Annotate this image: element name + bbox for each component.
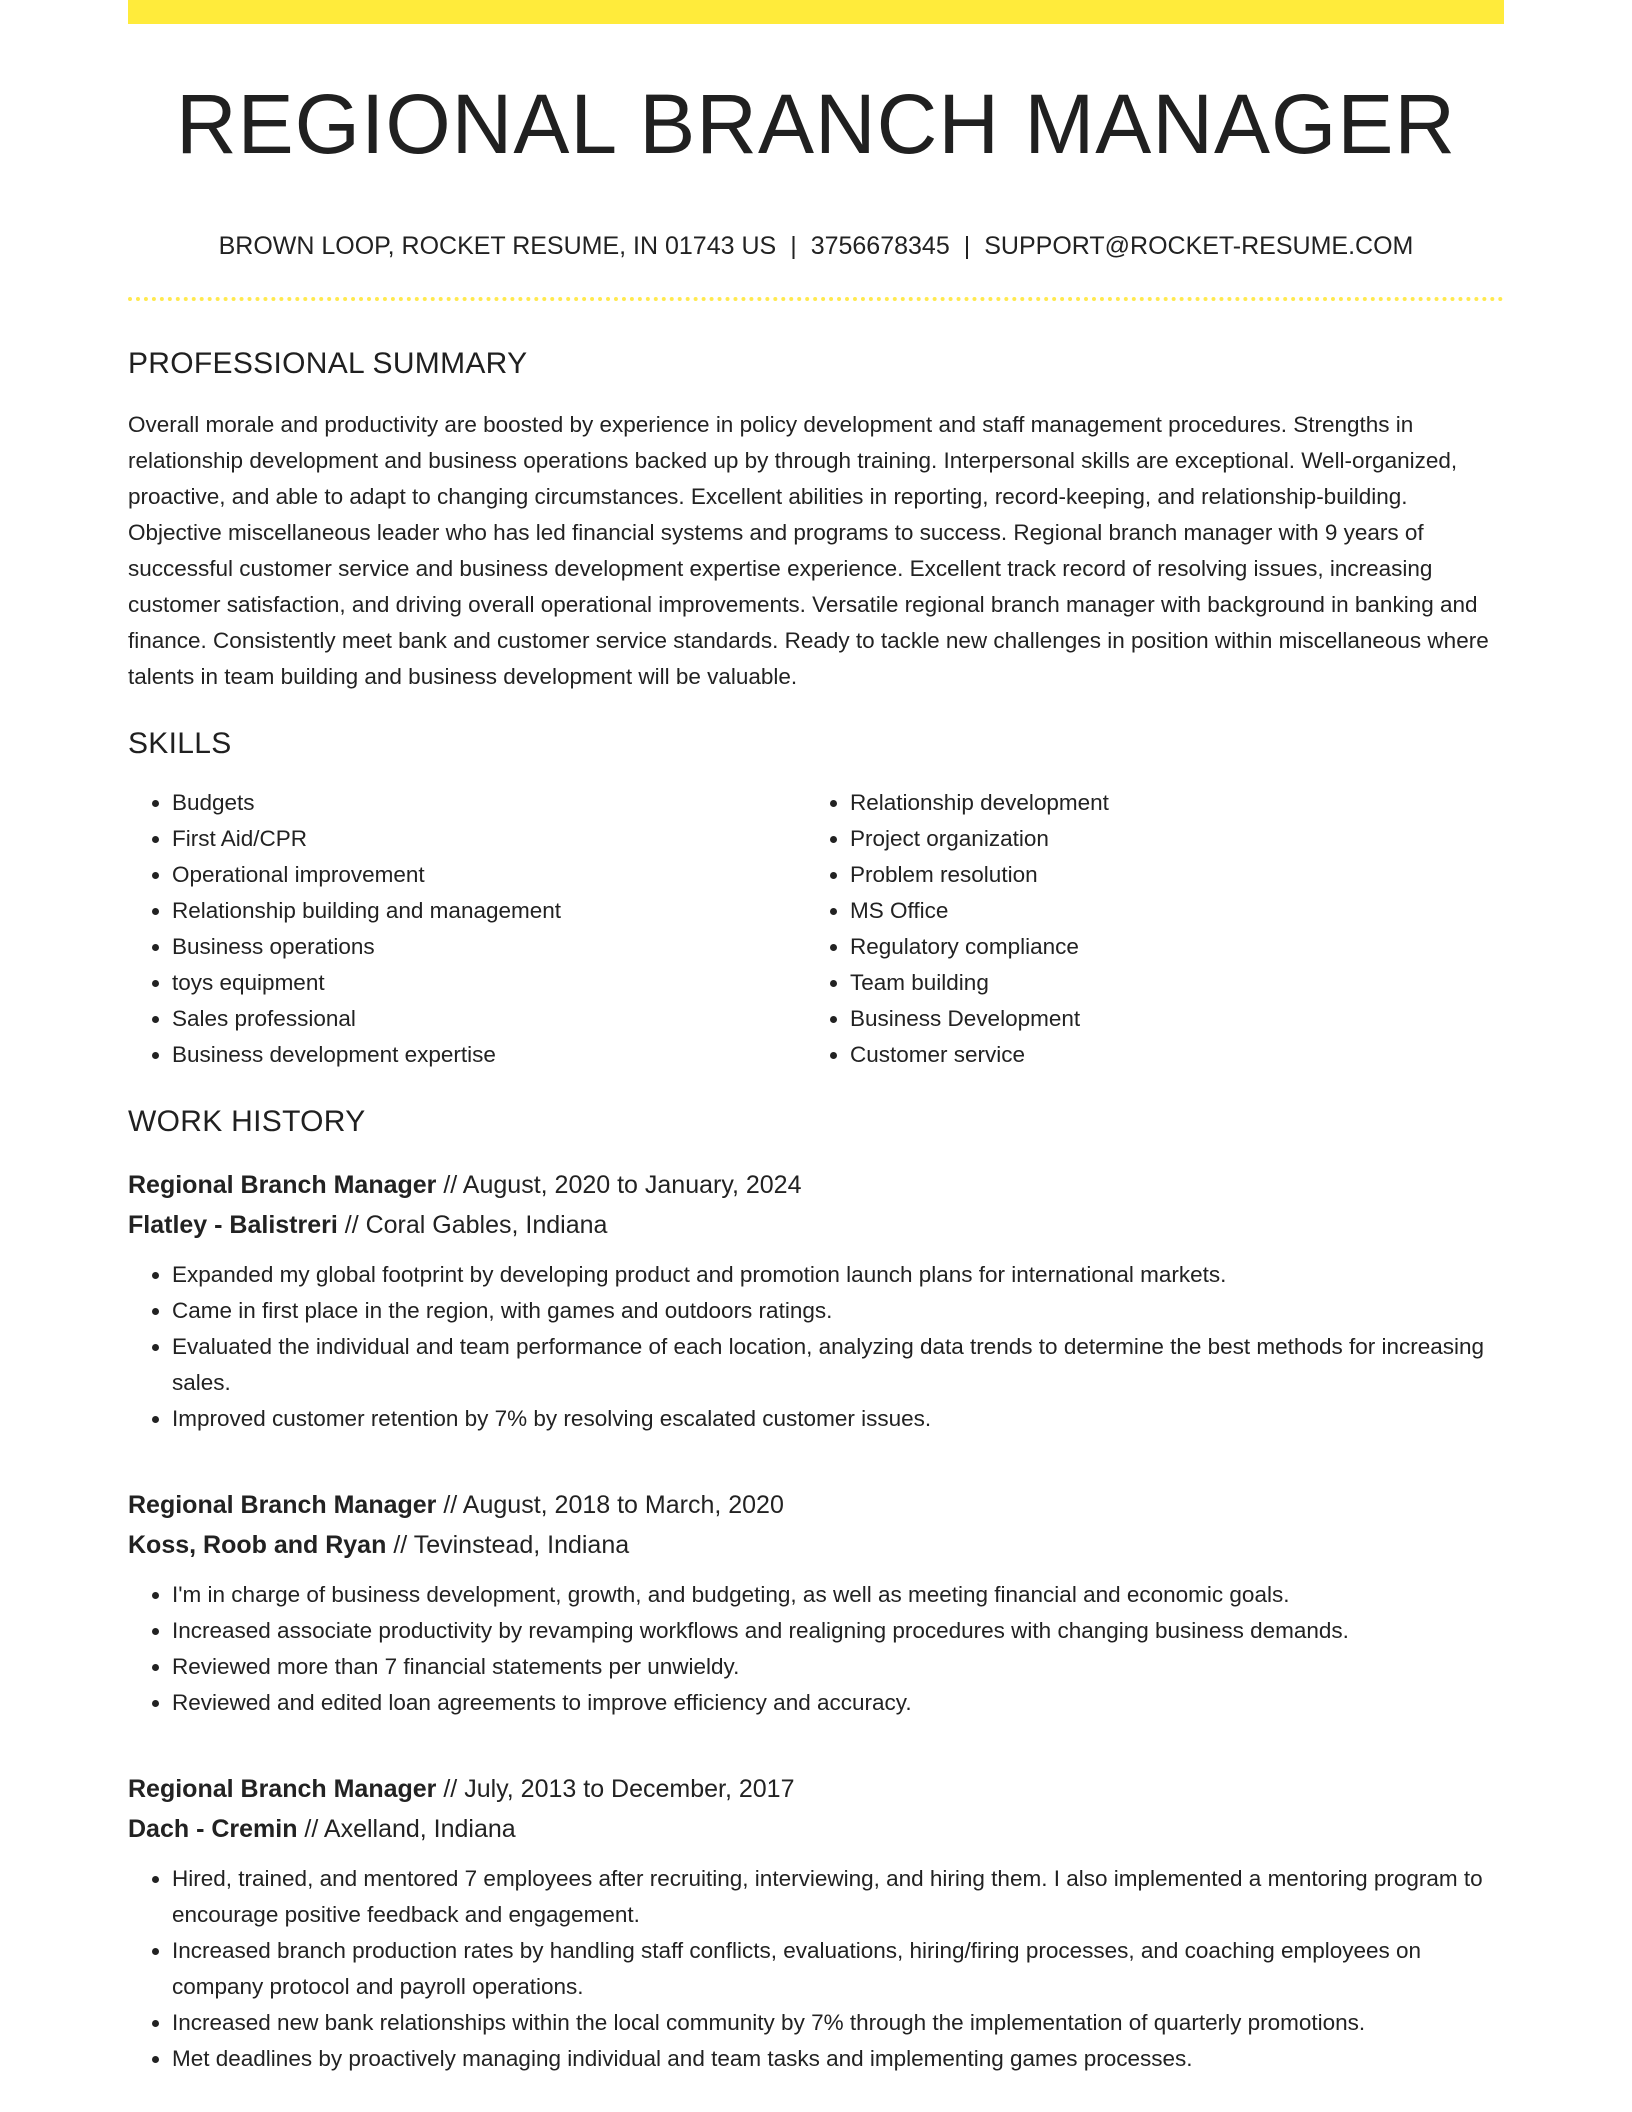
job-company-line <box>128 1809 1504 1849</box>
job-location: // Coral Gables, Indiana <box>337 1211 608 1239</box>
job-dates: // July, 2013 to December, 2017 <box>436 1775 795 1803</box>
contact-separator: | <box>963 232 971 260</box>
job-company: Koss, Roob and Ryan <box>128 1531 387 1559</box>
job-entry <box>128 1165 1504 1437</box>
job-dates: // August, 2018 to March, 2020 <box>436 1491 784 1519</box>
job-title: Regional Branch Manager <box>128 1775 437 1803</box>
job-title: Regional Branch Manager <box>128 1491 437 1519</box>
job-entry <box>128 1769 1504 2077</box>
skill-item: • Team building <box>850 965 1504 1001</box>
contact-line <box>128 234 1504 259</box>
contact-separator: | <box>790 232 797 260</box>
contact-address: BROWN LOOP, ROCKET RESUME, IN 01743 US <box>218 232 777 260</box>
skill-item: • Problem resolution <box>850 857 1504 893</box>
accent-bar <box>128 0 1504 24</box>
skill-item: • Project organization <box>850 821 1504 857</box>
resume-page <box>128 0 1504 2077</box>
job-company-line <box>128 1205 1504 1245</box>
duty-item: • Increased branch production rates by handling staff conflicts, evaluations, hiring/firing processes, and coaching employees on company protocol and payroll operations. <box>172 1933 1504 2005</box>
skill-item: • Relationship development <box>850 785 1504 821</box>
job-duties <box>128 1257 1504 1437</box>
job-dates: // August, 2020 to January, 2024 <box>436 1171 802 1199</box>
skill-item: • Operational improvement <box>172 857 806 893</box>
resume-name: REGIONAL BRANCH MANAGER <box>175 77 1457 171</box>
summary-text: Overall morale and productivity are boosted by experience in policy development and staff management procedures. Strengths in relationship development and business operations backed up by through training. Interpersonal skills are exceptional. Well-organized, proactive, and able to adapt to changing circumstances. Excellent abilities in reporting, record-keeping, and relationship-building. Objective miscellaneous leader who has led financial systems and programs to success. Regional branch manager with 9 years of successful customer service and business development expertise experience. Excellent track record of resolving issues, increasing customer satisfaction, and driving overall operational improvements. Versatile regional branch manager with background in banking and finance. Consistently meet bank and customer service standards. Ready to tackle new challenges in position within miscellaneous where talents in team building and business development will be valuable. <box>128 412 1489 689</box>
skill-item: • Sales professional <box>172 1001 806 1037</box>
skill-item: • Regulatory compliance <box>850 929 1504 965</box>
duty-item: • Reviewed and edited loan agreements to improve efficiency and accuracy. <box>172 1685 1504 1721</box>
skill-item: • Relationship building and management <box>172 893 806 929</box>
job-title: Regional Branch Manager <box>128 1171 437 1199</box>
summary-heading: PROFESSIONAL SUMMARY <box>128 347 528 380</box>
duty-item: • Hired, trained, and mentored 7 employees after recruiting, interviewing, and hiring them. I also implemented a mentoring program to encourage positive feedback and engagement. <box>172 1861 1504 1933</box>
job-entry <box>128 1485 1504 1721</box>
work-history-heading: WORK HISTORY <box>128 1105 366 1138</box>
skills-column-right <box>806 785 1504 1073</box>
duty-item: • I'm in charge of business development, growth, and budgeting, as well as meeting financial and economic goals. <box>172 1577 1504 1613</box>
skill-item: • Business operations <box>172 929 806 965</box>
duty-item: • Increased new bank relationships within the local community by 7% through the implementation of quarterly promotions. <box>172 2005 1504 2041</box>
job-company-line <box>128 1525 1504 1565</box>
duty-item: • Increased associate productivity by revamping workflows and realigning procedures with changing business demands. <box>172 1613 1504 1649</box>
job-company: Flatley - Balistreri <box>128 1211 338 1239</box>
skill-item: • Customer service <box>850 1037 1504 1073</box>
header-divider <box>128 297 1504 301</box>
skill-item: • toys equipment <box>172 965 806 1001</box>
job-title-line <box>128 1485 1504 1525</box>
duty-item: • Evaluated the individual and team performance of each location, analyzing data trends to determine the best methods for increasing sales. <box>172 1329 1504 1401</box>
skill-item: • Business Development <box>850 1001 1504 1037</box>
job-title-line <box>128 1769 1504 1809</box>
skills-column-left <box>128 785 806 1073</box>
job-company: Dach - Cremin <box>128 1815 298 1843</box>
contact-email: SUPPORT@ROCKET-RESUME.COM <box>984 232 1414 260</box>
skill-item: • MS Office <box>850 893 1504 929</box>
skills-heading: SKILLS <box>128 727 232 760</box>
duty-item: • Reviewed more than 7 financial statements per unwieldy. <box>172 1649 1504 1685</box>
job-location: // Axelland, Indiana <box>297 1815 516 1843</box>
skills-list <box>128 785 1504 1073</box>
job-location: // Tevinstead, Indiana <box>386 1531 630 1559</box>
duty-item: • Came in first place in the region, with games and outdoors ratings. <box>172 1293 1504 1329</box>
duty-item: • Met deadlines by proactively managing individual and team tasks and implementing games processes. <box>172 2041 1504 2077</box>
job-title-line <box>128 1165 1504 1205</box>
skill-item: • First Aid/CPR <box>172 821 806 857</box>
skill-item: • Business development expertise <box>172 1037 806 1073</box>
skill-item: • Budgets <box>172 785 806 821</box>
duty-item: • Improved customer retention by 7% by resolving escalated customer issues. <box>172 1401 1504 1437</box>
contact-phone: 3756678345 <box>810 232 950 260</box>
duty-item: • Expanded my global footprint by developing product and promotion launch plans for international markets. <box>172 1257 1504 1293</box>
job-duties <box>128 1577 1504 1721</box>
job-duties <box>128 1861 1504 2077</box>
